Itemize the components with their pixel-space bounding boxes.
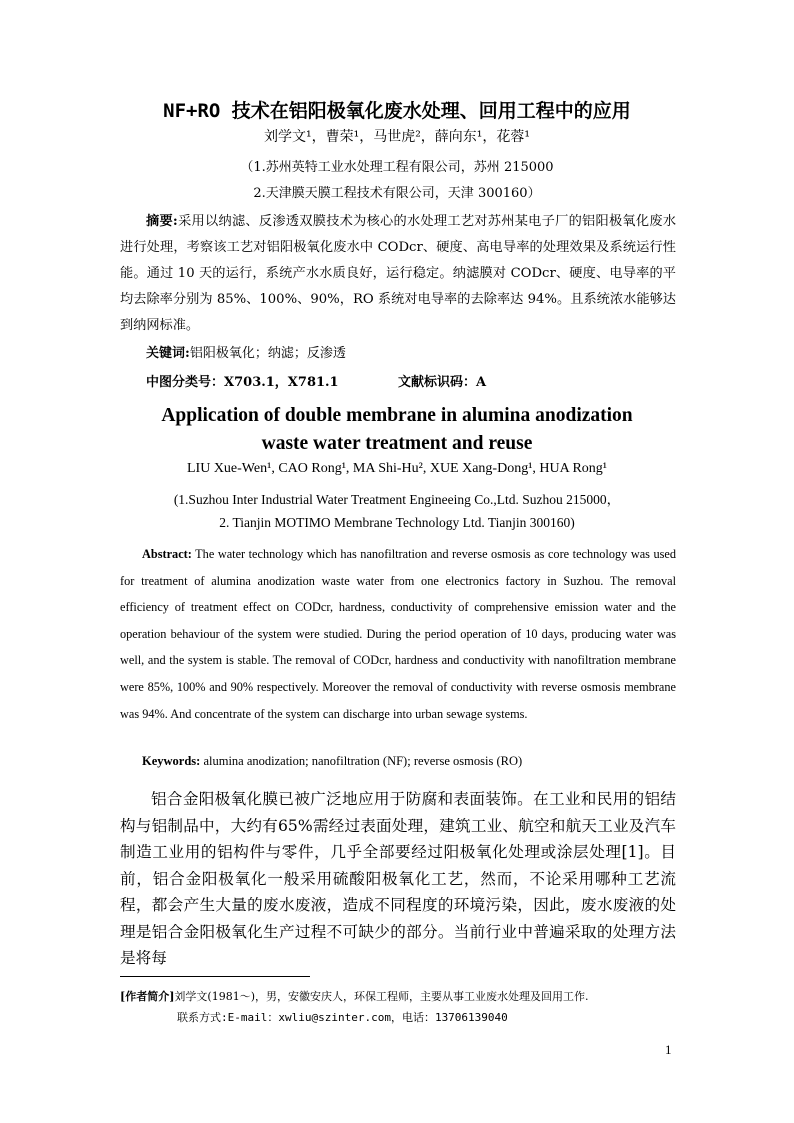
footnote-text: 刘学文(1981～)，男，安徽安庆人，环保工程师，主要从事工业废水处理及回用工作.	[174, 990, 589, 1003]
abstract-chinese-label: 摘要:	[146, 214, 178, 229]
keywords-english-text: alumina anodization; nanofiltration (NF); reverse osmosis (RO)	[203, 754, 523, 768]
classification-value: X703.1，X781.1	[224, 375, 339, 390]
keywords-chinese-label: 关键词:	[146, 346, 190, 361]
document-code-value: A	[476, 375, 487, 390]
abstract-chinese	[120, 209, 676, 339]
keywords-english-label: Keywords:	[142, 754, 201, 768]
document-code-label: 文献标识码：	[398, 375, 477, 390]
keywords-chinese	[146, 342, 346, 361]
title-english	[0, 402, 794, 458]
authors-english: LIU Xue-Wen¹, CAO Rong¹, MA Shi-Hu², XUE Xang-Dong¹, HUA Rong¹	[187, 461, 607, 476]
title-english-line-1: Application of double membrane in alumina anodization	[161, 405, 633, 426]
footnote-author	[120, 988, 589, 1004]
keywords-english	[142, 754, 522, 769]
keywords-chinese-text: 铝阳极氧化；纳滤；反渗透	[189, 346, 346, 361]
title-english-line-2: waste water treatment and reuse	[261, 433, 533, 454]
body-paragraph: 铝合金阳极氧化膜已被广泛地应用于防腐和表面装饰。在工业和民用的铝结构与铝制品中，大约有65%需经过表面处理，建筑工业、航空和航天工业及汽车制造工业用的铝构件与零件，几乎全部要经过阳极氧化处理或涂层处理[1]。目前，铝合金阳极氧化一般采用硫酸阳极氧化工艺，然而，不论采用哪种工艺流程，都会产生大量的废水废液，造成不同程度的环境污染，因此，废水废液的处理是铝合金阳极氧化生产过程不可缺少的部分。当前行业中普遍采取的处理方法是将每	[120, 790, 676, 967]
footnote-label: [作者简介]	[120, 990, 175, 1003]
classification-line	[146, 371, 487, 390]
document-code	[398, 371, 486, 390]
affiliation-chinese-1: （1.苏州英特工业水处理工程有限公司，苏州 215000	[240, 160, 554, 175]
footnote-rule	[120, 976, 310, 977]
affiliation-english-1: (1.Suzhou Inter Industrial Water Treatment Engineeing Co.,Ltd. Suzhou 215000，	[173, 492, 621, 507]
abstract-english-label: Abstract:	[142, 547, 192, 561]
affiliation-english-2: 2. Tianjin MOTIMO Membrane Technology Ltd. Tianjin 300160)	[219, 515, 575, 530]
affiliation-chinese-2: 2.天津膜天膜工程技术有限公司，天津 300160）	[253, 186, 541, 201]
classification-label: 中图分类号：	[146, 375, 225, 390]
abstract-english-text: The water technology which has nanofiltration and reverse osmosis as core technology was used for treatment of alumina anodization waste water from one electronics factory in Suzhou. The removal efficiency of treatment effect on CODcr, hardness, conductivity of comprehensive emission water and the operation behaviour of the system were studied. During the period operation of 10 days, producing water was well, and the system is stable. The removal of CODcr, hardness and conductivity with nanofiltration membrane were 85%, 100% and 90% respectively. Moreover the removal of conductivity with reverse osmosis membrane was 94%. And concentrate of the system can discharge into urban sewage systems.	[120, 547, 677, 721]
title-chinese: NF+RO 技术在铝阳极氧化废水处理、回用工程中的应用	[163, 100, 631, 122]
page-number: 1	[665, 1042, 672, 1057]
footnote-contact: 联系方式:E-mail：xwliu@szinter.com，电话：13706139040	[177, 1011, 508, 1024]
abstract-chinese-text: 采用以纳滤、反渗透双膜技术为核心的水处理工艺对苏州某电子厂的铝阳极氧化废水进行处理，考察该工艺对铝阳极氧化废水中 CODcr、硬度、高电导率的处理效果及系统运行性能。通过 10 天的运行，系统产水水质良好，运行稳定。纳滤膜对 CODcr、硬度、电导率的平均去除率分别为 85%、100%、90%，RO 系统对电导率的去除率达 94%。且系统浓水能够达到纳网标准。	[120, 214, 677, 333]
authors-chinese: 刘学文¹，曹荣¹，马世虎²，薛向东¹，花蓉¹	[263, 129, 531, 145]
abstract-english	[120, 541, 676, 727]
